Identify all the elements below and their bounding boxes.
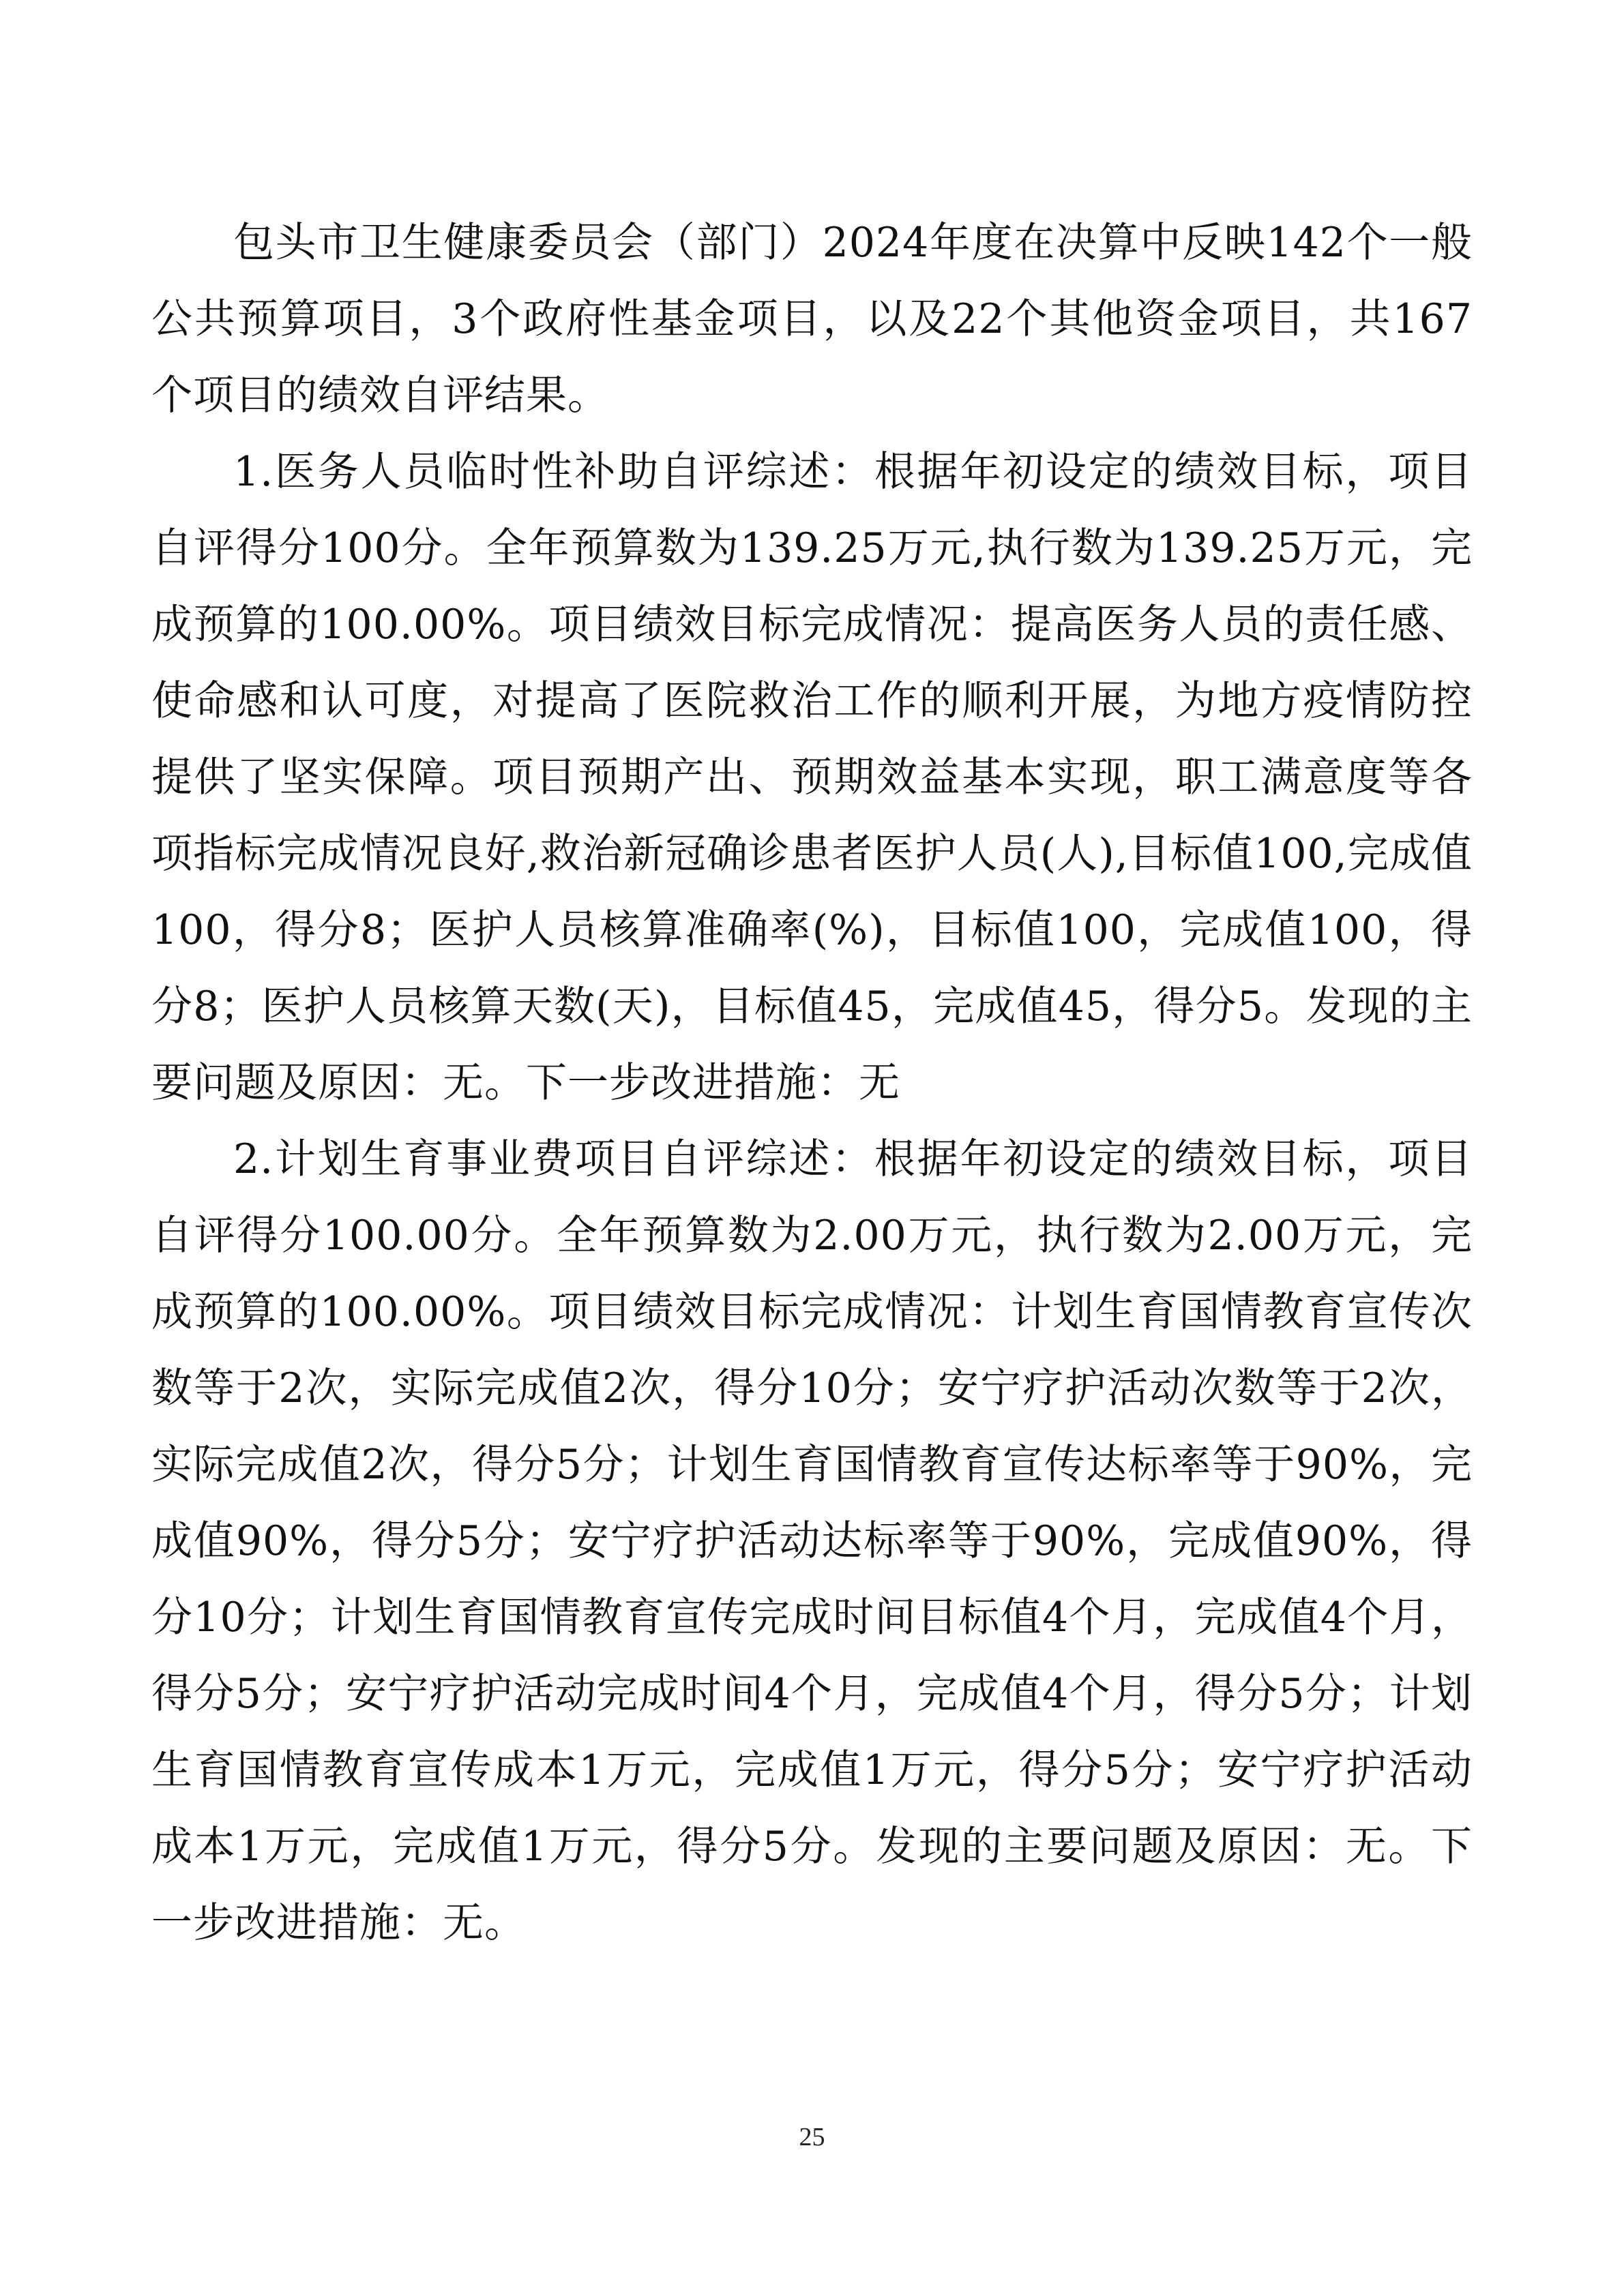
paragraph-item-2: 2.计划生育事业费项目自评综述：根据年初设定的绩效目标，项目自评得分100.00分。全年预算数为2.00万元，执行数为2.00万元，完成预算的100.00%。项目绩效目标完成情况：计划生育国情教育宣传次数等于2次，实际完成值2次，得分10分；安宁疗护活动次数等于2次，实际完成值2次，得分5分；计划生育国情教育宣传达标率等于90%，完成值90%，得分5分；安宁疗护活动达标率等于90%，完成值90%，得分10分；计划生育国情教育宣传完成时间目标值4个月，完成值4个月，得分5分；安宁疗护活动完成时间4个月，完成值4个月，得分5分；计划生育国情教育宣传成本1万元，完成值1万元，得分5分；安宁疗护活动成本1万元，完成值1万元，得分5分。发现的主要问题及原因：无。下一步改进措施：无。 [151, 1135, 1473, 1947]
paragraph-intro: 包头市卫生健康委员会（部门）2024年度在决算中反映142个一般公共预算项目，3个政府性基金项目，以及22个其他资金项目，共167个项目的绩效自评结果。 [151, 219, 1473, 419]
paragraph-item-1: 1.医务人员临时性补助自评综述：根据年初设定的绩效目标，项目自评得分100分。全年预算数为139.25万元,执行数为139.25万元，完成预算的100.00%。项目绩效目标完成情况：提高医务人员的责任感、使命感和认可度，对提高了医院救治工作的顺利开展，为地方疫情防控提供了坚实保障。项目预期产出、预期效益基本实现，职工满意度等各项指标完成情况良好,救治新冠确诊患者医护人员(人),目标值100,完成值100，得分8；医护人员核算准确率(%)，目标值100，完成值100，得分8；医护人员核算天数(天)，目标值45，完成值45，得分5。发现的主要问题及原因：无。下一步改进措施：无 [151, 448, 1473, 1107]
page-number: 25 [799, 2123, 825, 2151]
document-body [151, 205, 1473, 1961]
